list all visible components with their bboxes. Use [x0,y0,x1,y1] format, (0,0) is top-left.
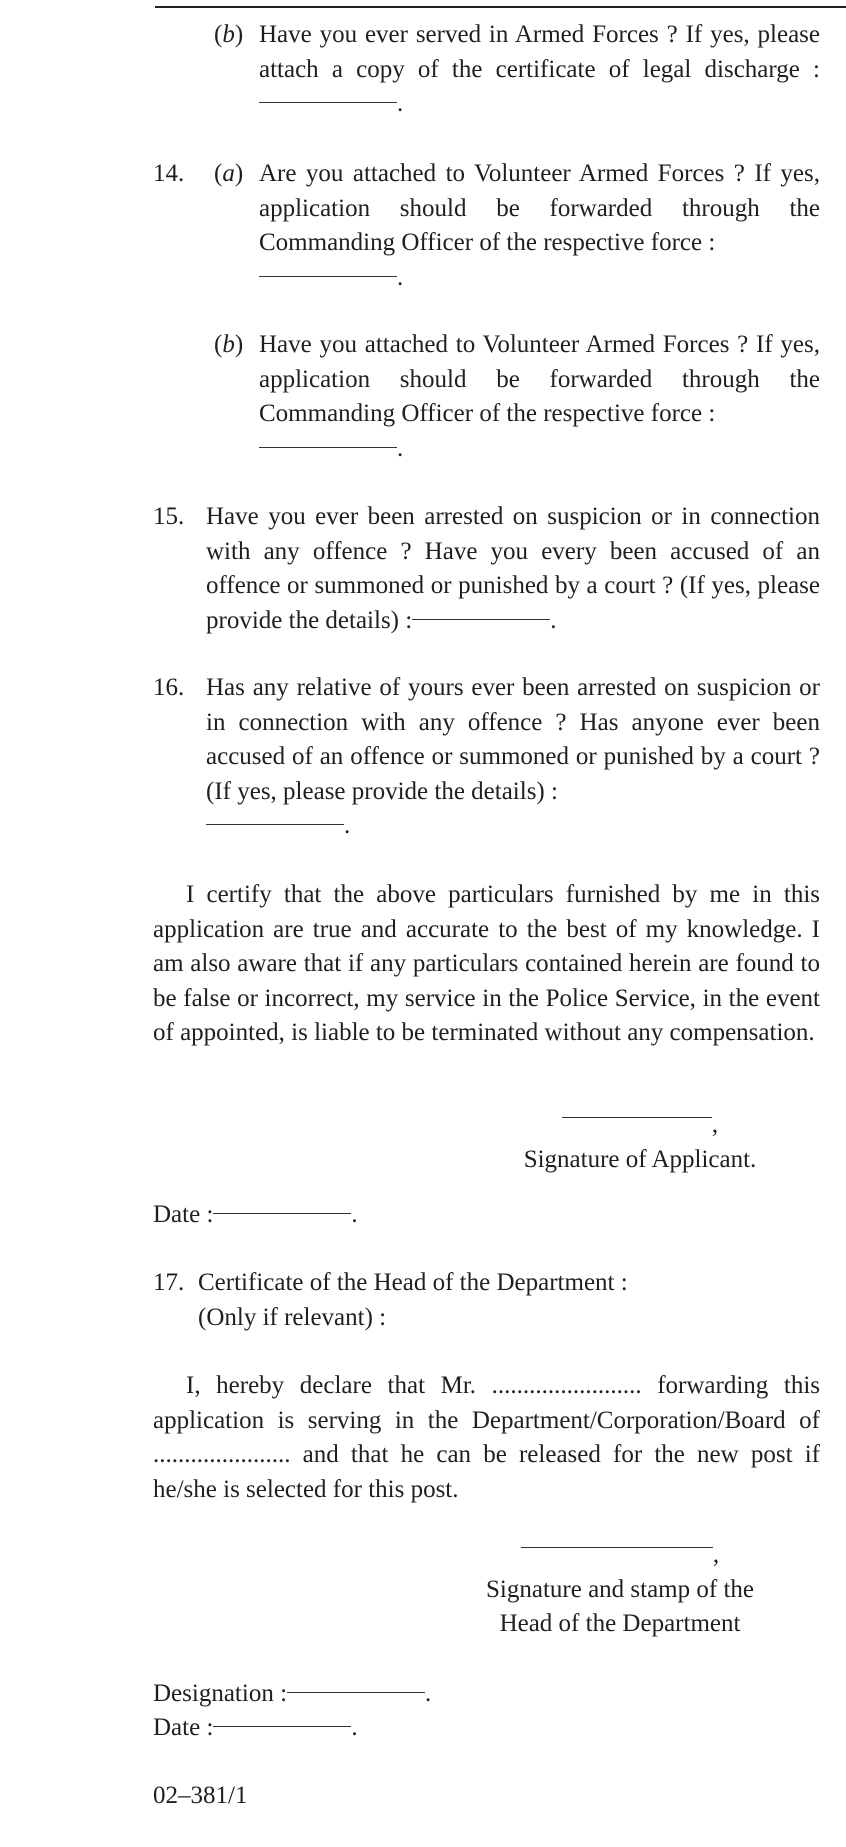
applicant-date-blank[interactable] [213,1213,351,1214]
hod-signature-label-line2: Head of the Department [499,1610,741,1637]
declaration-first-line: I, hereby declare that Mr. ........................ forwarding this [186,1372,820,1399]
answer-blank-16[interactable] [206,824,344,825]
question-16-number: 16. [153,674,185,701]
question-14b-text: Have you attached to Volunteer Armed Forces ? If yes, application should be forwarded through the Commanding Officer of the respective force : . [259,331,820,462]
question-14-number: 14. [153,160,185,187]
hod-date-blank[interactable] [213,1726,351,1727]
question-15 [153,500,820,638]
top-rule [155,6,846,8]
applicant-date-label: Date : [153,1201,214,1228]
hod-signature-line[interactable]: , [460,1538,780,1573]
declaration-text: application is serving in the Department/Corporation/Board of ...................... and that he can be released for the new post if he/she is selected for this post. [153,1406,820,1503]
applicant-date: Date : . [153,1201,358,1228]
question-14b-marker: (b) [214,331,244,358]
answer-blank-15[interactable] [412,619,550,620]
question-17-heading [198,1266,820,1335]
question-17-number: 17. [153,1269,185,1296]
question-16-text: Has any relative of yours ever been arrested on suspicion or in connection with any offence ? Has anyone ever been accused of an offence or summoned or punished by a court ? (If yes, please provide the details) : . [206,674,820,839]
department-declaration [153,1369,820,1507]
question-15-text: Have you ever been arrested on suspicion or in connection with any offence ? Have you every been accused of an offence or summoned or punished by a court ? (If yes, please provide the details) : . [206,503,820,634]
question-13b-marker: (b) [214,21,244,48]
certification-paragraph: I certify that the above particulars furnished by me in this application are true and accurate to the best of my knowledge. I am also aware that if any particulars contained herein are found to be false or incorrect, my service in the Police Service, in the event of appointed, is liable to be terminated without any compensation. [153,881,820,1046]
question-16 [153,671,820,844]
question-15-number: 15. [153,503,185,530]
question-17 [153,1266,820,1335]
footer-code: 02–381/1 [153,1782,248,1809]
question-14a-marker: (a) [214,160,244,187]
question-13b [214,18,820,122]
hod-designation-label: Designation : [153,1680,288,1707]
question-14b [214,328,820,466]
hod-date-label: Date : [153,1714,214,1741]
answer-blank-14b[interactable] [259,447,397,448]
question-14a [153,157,820,295]
question-17-subtitle: (Only if relevant) : [198,1303,387,1331]
answer-blank-14a[interactable] [259,276,397,277]
applicant-signature-line[interactable]: , [505,1108,775,1143]
question-17-title: Certificate of the Head of the Department : [198,1269,628,1296]
question-14a-text: Are you attached to Volunteer Armed Forces ? If yes, application should be forwarded through the Commanding Officer of the respective force : . [259,160,820,291]
hod-signature-block [460,1538,780,1642]
hod-designation-blank[interactable] [287,1692,425,1693]
hod-designation: Designation : . [153,1680,432,1707]
applicant-signature-label: Signature of Applicant. [523,1145,757,1173]
answer-blank-13b[interactable] [259,102,397,103]
hod-signature-label-line1: Signature and stamp of the [486,1575,754,1603]
question-13b-text: Have you ever served in Armed Forces ? If yes, please attach a copy of the certificate of legal discharge :. [259,21,820,117]
hod-date: Date : . [153,1714,358,1741]
applicant-signature-block [505,1108,775,1177]
